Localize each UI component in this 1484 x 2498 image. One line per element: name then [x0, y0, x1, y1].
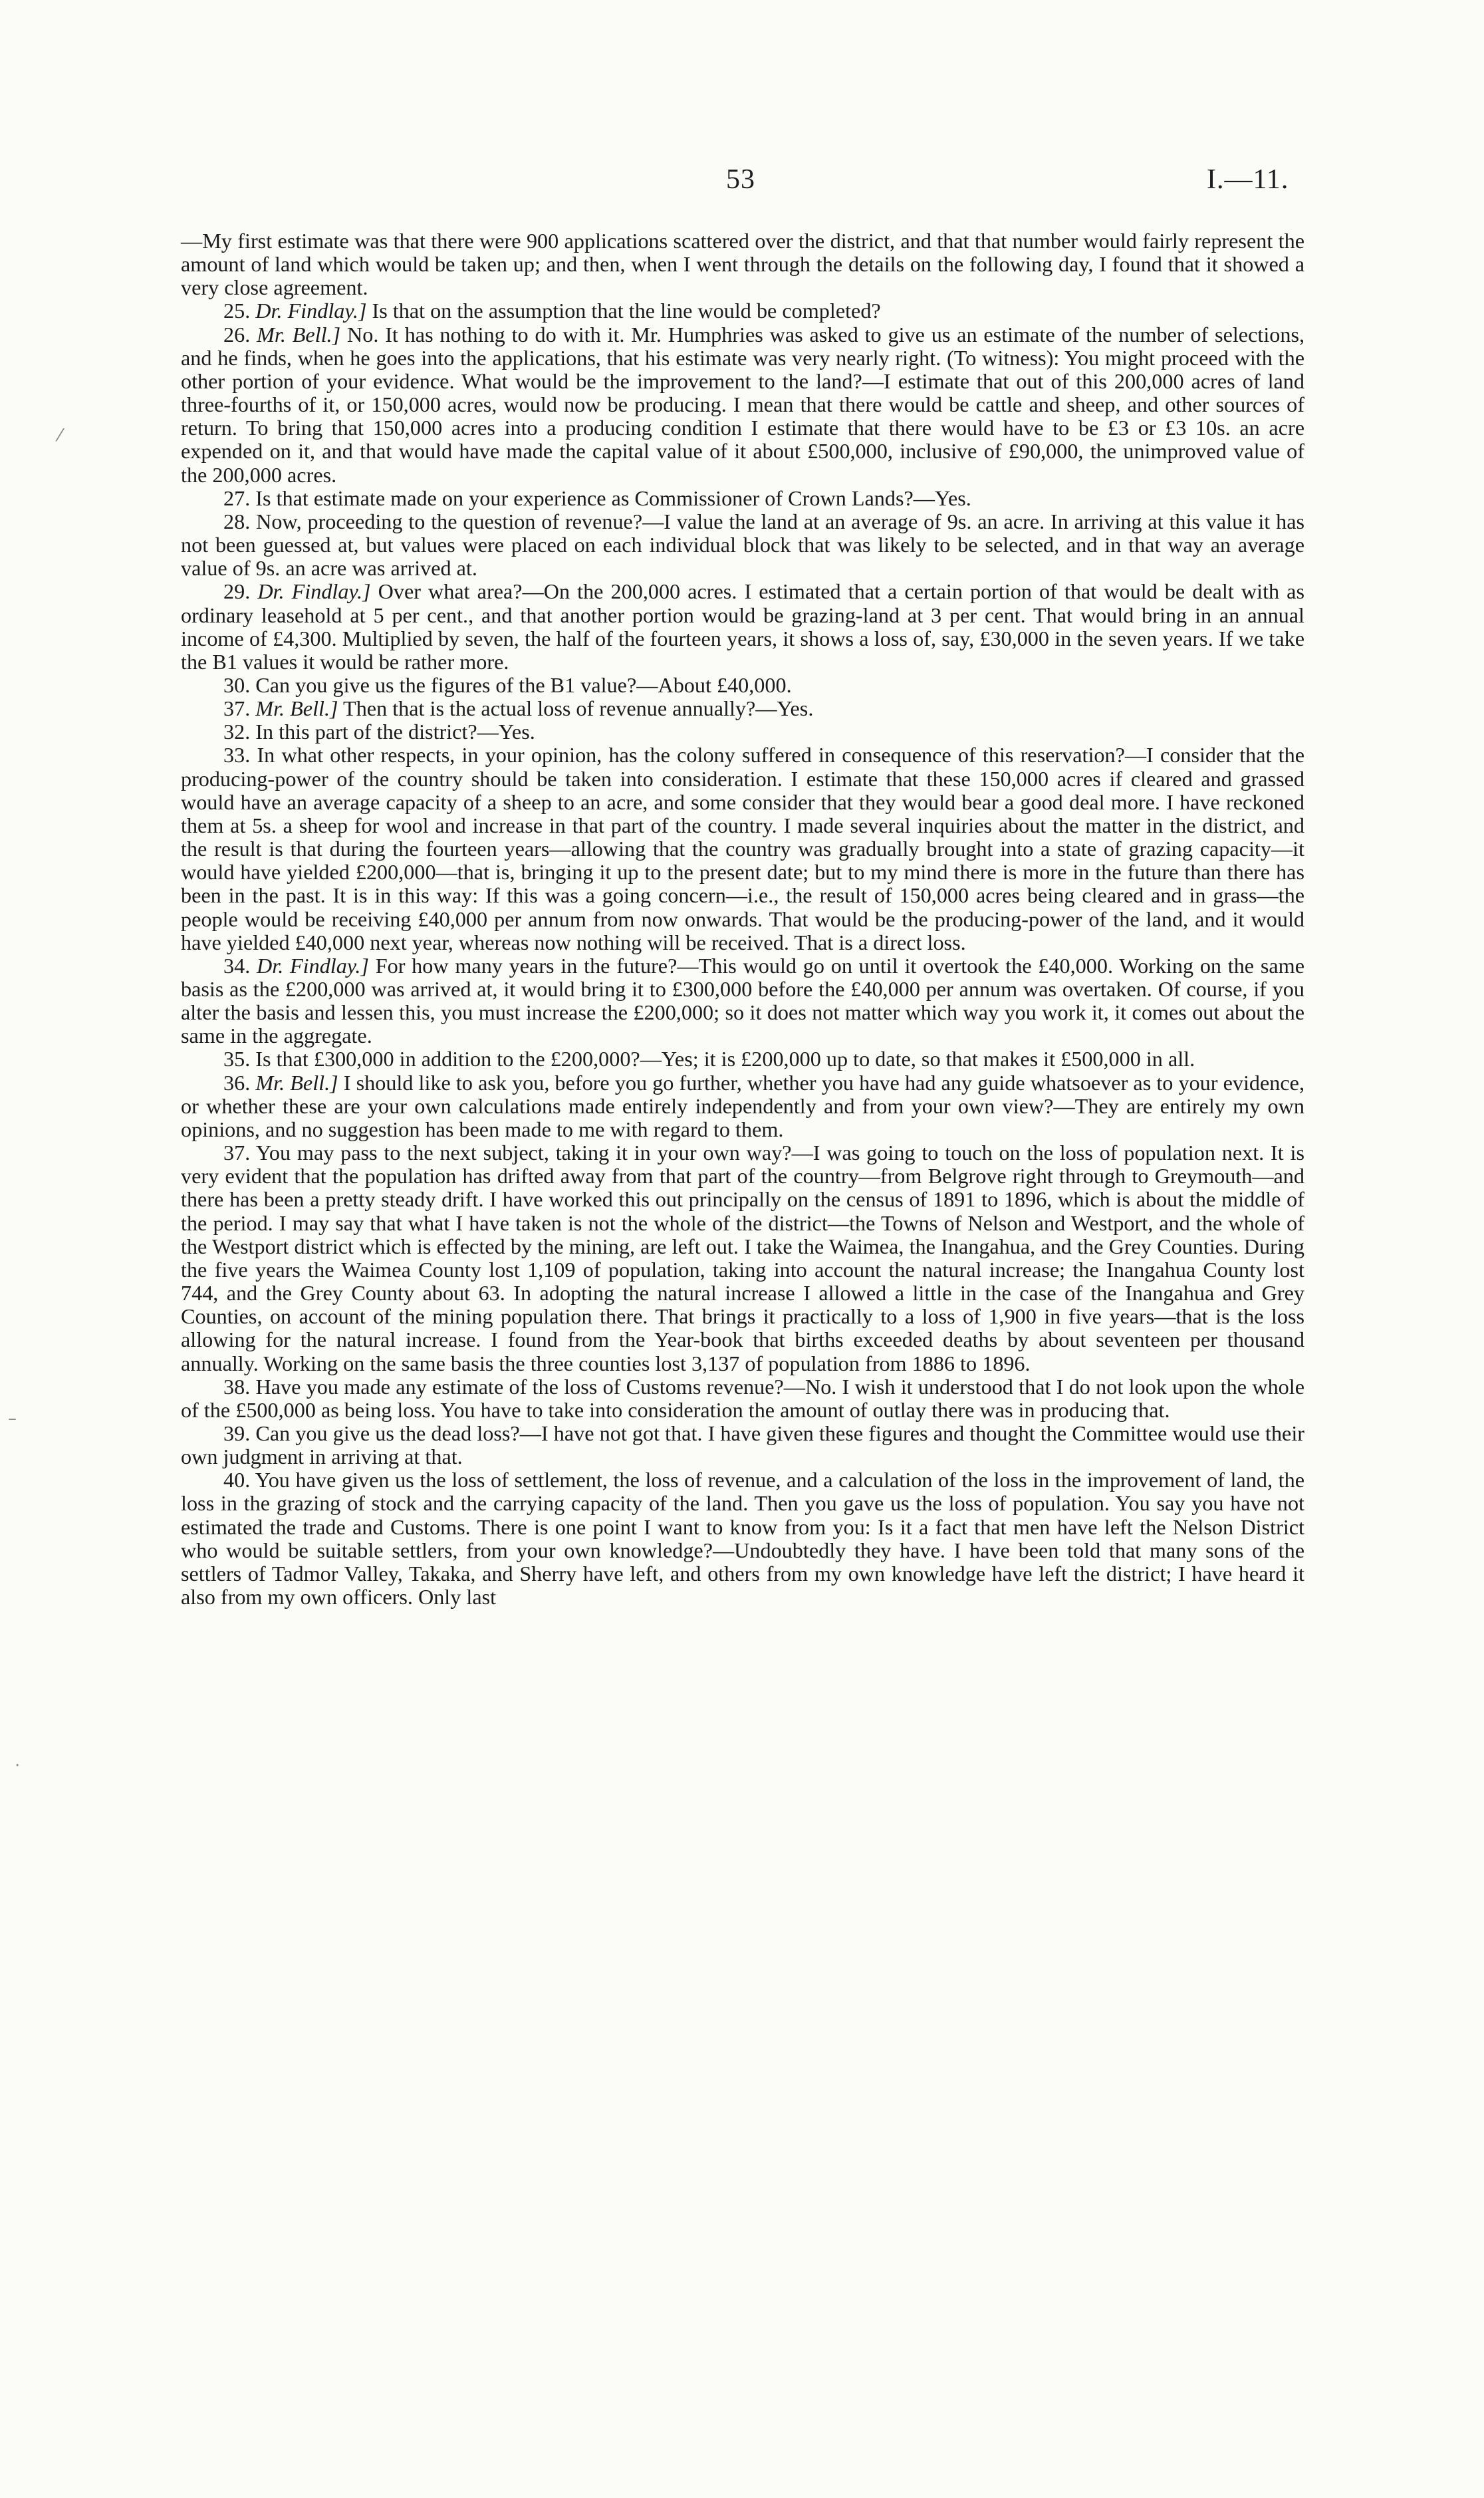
paragraph-34	[181, 954, 1304, 1048]
paragraph-number: 28.	[223, 509, 251, 533]
paragraph-text: —My first estimate was that there were 900 applications scattered over the district, and that that number would fairly represent the amount of land which would be taken up; and then, when I went through the details on the following day, I found that it showed a very close agreement.	[181, 229, 1304, 300]
paragraph-number: 26.	[223, 322, 251, 347]
speaker-name: Dr. Findlay.]	[257, 953, 369, 978]
paragraph-text: Have you made any estimate of the loss of Customs revenue?—No. I wish it understood that I do not look upon the whole of the £500,000 as being loss. You have to take into consideration the amount of outlay there was in producing that.	[181, 1374, 1304, 1422]
paragraph-37	[181, 1141, 1304, 1375]
paragraph-35	[181, 1047, 1304, 1071]
paragraph-text: You may pass to the next subject, taking it in your own way?—I was going to touch on the loss of population next. It is very evident that the population has drifted away from that part of the country—from Belgrove right through to Greymouth—and there has been a pretty steady drift. I have worked this out principally on the census of 1891 to 1896, which is about the middle of the period. I may say that what I have taken is not the whole of the district—the Towns of Nelson and Westport, and the whole of the Westport district which is effected by the mining, are left out. I take the Waimea, the Inangahua, and the Grey Counties. During the five years the Waimea County lost 1,109 of population, taking into account the natural increase; the Inangahua County lost 744, and the Grey County about 63. In adopting the natural increase I allowed a little in the case of the Inangahua and Grey Counties, on account of the mining population there. That brings it practically to a loss of 1,900 in five years—that is the loss allowing for the natural increase. I found from the Year-book that births exceeded deaths by about seventeen per thousand annually. Working on the same basis the three counties lost 3,137 of population from 1886 to 1896.	[181, 1141, 1305, 1375]
speaker-name: Dr. Findlay.]	[257, 579, 371, 604]
page-number: 53	[726, 164, 755, 195]
paragraph-32	[181, 720, 1304, 744]
paragraph-number: 36.	[223, 1070, 251, 1095]
paragraph-25	[181, 299, 1304, 323]
paragraph-number: 37.	[223, 696, 251, 721]
paragraph-38	[181, 1375, 1304, 1422]
paragraph-text: No. It has nothing to do with it. Mr. Humphries was asked to give us an estimate of the number of selections, and he finds, when he goes into the applications, that his estimate was very nearly right. (To witness): You might proceed with the other portion of your evidence. What would be the improvement to the land?—I estimate that out of this 200,000 acres of land three-fourths of it, or 150,000 acres, would now be producing. I mean that there would be cattle and sheep, and other sources of return. To bring that 150,000 acres into a producing condition I estimate that there would have to be £3 or £3 10s. an acre expended on it, and that would have made the capital value of it about £500,000, inclusive of £90,000, the unimproved value of the 200,000 acres.	[181, 322, 1305, 487]
paragraph-number: 32.	[223, 720, 251, 744]
paragraph-number: 27.	[223, 486, 251, 510]
paragraph-30	[181, 674, 1304, 697]
paragraph-36	[181, 1071, 1304, 1141]
paragraph-39	[181, 1422, 1304, 1468]
paragraph-text: Can you give us the figures of the B1 value?—About £40,000.	[255, 672, 792, 697]
paragraph-number: 35.	[223, 1047, 251, 1071]
paragraph-text: Then that is the actual loss of revenue annually?—Yes.	[343, 696, 814, 721]
paragraph-28	[181, 510, 1304, 580]
paragraph-number: 38.	[223, 1374, 251, 1399]
paragraph-text: Over what area?—On the 200,000 acres. I estimated that a certain portion of that would be dealt with as ordinary leasehold at 5 per cent., and that another portion would be grazing-land at 3 per cent. That would bring in an annual income of £4,300. Multiplied by seven, the half of the fourteen years, it shows a loss of, say, £30,000 in the seven years. If we take the B1 values it would be rather more.	[181, 579, 1304, 674]
paragraph-number: 39.	[223, 1421, 251, 1445]
speaker-name: Mr. Bell.]	[255, 696, 338, 721]
paragraph-text: I should like to ask you, before you go further, whether you have had any guide whatsoever as to your evidence, or whether these are your own calculations made entirely independently and from your own view?—They are entirely my own opinions, and no suggestion has been made to me with regard to them.	[181, 1070, 1304, 1141]
speaker-name: Dr. Findlay.]	[255, 299, 367, 323]
paragraph-number: 34.	[223, 953, 251, 978]
paragraph-text: In this part of the district?—Yes.	[255, 720, 535, 744]
paragraph-text: Is that £300,000 in addition to the £200,000?—Yes; it is £200,000 up to date, so that makes it £500,000 in all.	[255, 1047, 1195, 1071]
paragraph-text: For how many years in the future?—This would go on until it overtook the £40,000. Working on the same basis as the £200,000 was arrived at, it would bring it to £300,000 before the £40,000 per annum was overtaken. Of course, if you alter the basis and lessen this, you must increase the £200,000; so it does not matter which way you work it, it comes out about the same in the aggregate.	[181, 953, 1304, 1048]
document-reference: I.—11.	[1207, 164, 1289, 195]
paragraph-29	[181, 580, 1304, 674]
paragraph-number: 33.	[223, 743, 251, 767]
margin-mark: –	[8, 1409, 17, 1429]
paragraph-26	[181, 323, 1304, 487]
paragraph-0	[181, 229, 1304, 299]
margin-mark: ⁄	[59, 426, 62, 446]
paragraph-number: 37.	[223, 1141, 251, 1165]
paragraph-number: 25.	[223, 299, 251, 323]
paragraph-31	[181, 697, 1304, 720]
paragraph-33	[181, 744, 1304, 954]
speaker-name: Mr. Bell.]	[255, 1070, 338, 1095]
paragraph-number: 29.	[223, 579, 251, 604]
paragraph-text: In what other respects, in your opinion, has the colony suffered in consequence of this reservation?—I consider that the producing-power of the country should be taken into consideration. I estimate that these 150,000 acres if cleared and grassed would have an average capacity of a sheep to an acre, and some consider that they would bear a good deal more. I have reckoned them at 5s. a sheep for wool and increase in that part of the country. I made several inquiries about the matter in the district, and the result is that during the fourteen years—allowing that the country was gradually brought into a state of grazing capacity—it would have yielded £200,000—that is, bringing it up to the present date; but to my mind there is more in the future than there has been in the past. It is in this way: If this was a going concern—i.e., the result of 150,000 acres being cleared and in grass—the people would be receiving £40,000 per annum from now onwards. That would be the producing-power of the land, and it would have yielded £40,000 next year, whereas now nothing will be received. That is a direct loss.	[181, 743, 1305, 954]
paragraph-text: You have given us the loss of settlement, the loss of revenue, and a calculation of the loss in the improvement of land, the loss in the grazing of stock and the carrying capacity of the land. Then you gave us the loss of population. You say you have not estimated the trade and Customs. There is one point I want to know from you: Is it a fact that men have left the Nelson District who would be suitable settlers, from your own knowledge?—Undoubtedly they have. I have been told that many sons of the settlers of Tadmor Valley, Takaka, and Sherry have left, and others from my own knowledge have left the district; I have heard it also from my own officers. Only last	[181, 1468, 1304, 1609]
speaker-name: Mr. Bell.]	[257, 322, 341, 347]
margin-mark: ·	[15, 1756, 21, 1776]
paragraph-27	[181, 487, 1304, 510]
paragraph-text: Can you give us the dead loss?—I have not got that. I have given these figures and thought the Committee would use their own judgment in arriving at that.	[181, 1421, 1304, 1469]
paragraph-number: 30.	[223, 672, 251, 697]
document-body	[181, 229, 1304, 1609]
paragraph-text: Is that estimate made on your experience as Commissioner of Crown Lands?—Yes.	[255, 486, 971, 510]
paragraph-40	[181, 1468, 1304, 1609]
paragraph-text: Is that on the assumption that the line would be completed?	[372, 299, 881, 323]
paragraph-text: Now, proceeding to the question of revenue?—I value the land at an average of 9s. an acre. In arriving at this value it has not been guessed at, but values were placed on each individual block that was likely to be selected, and in that way an average value of 9s. an acre was arrived at.	[181, 509, 1305, 581]
paragraph-number: 40.	[223, 1468, 251, 1492]
